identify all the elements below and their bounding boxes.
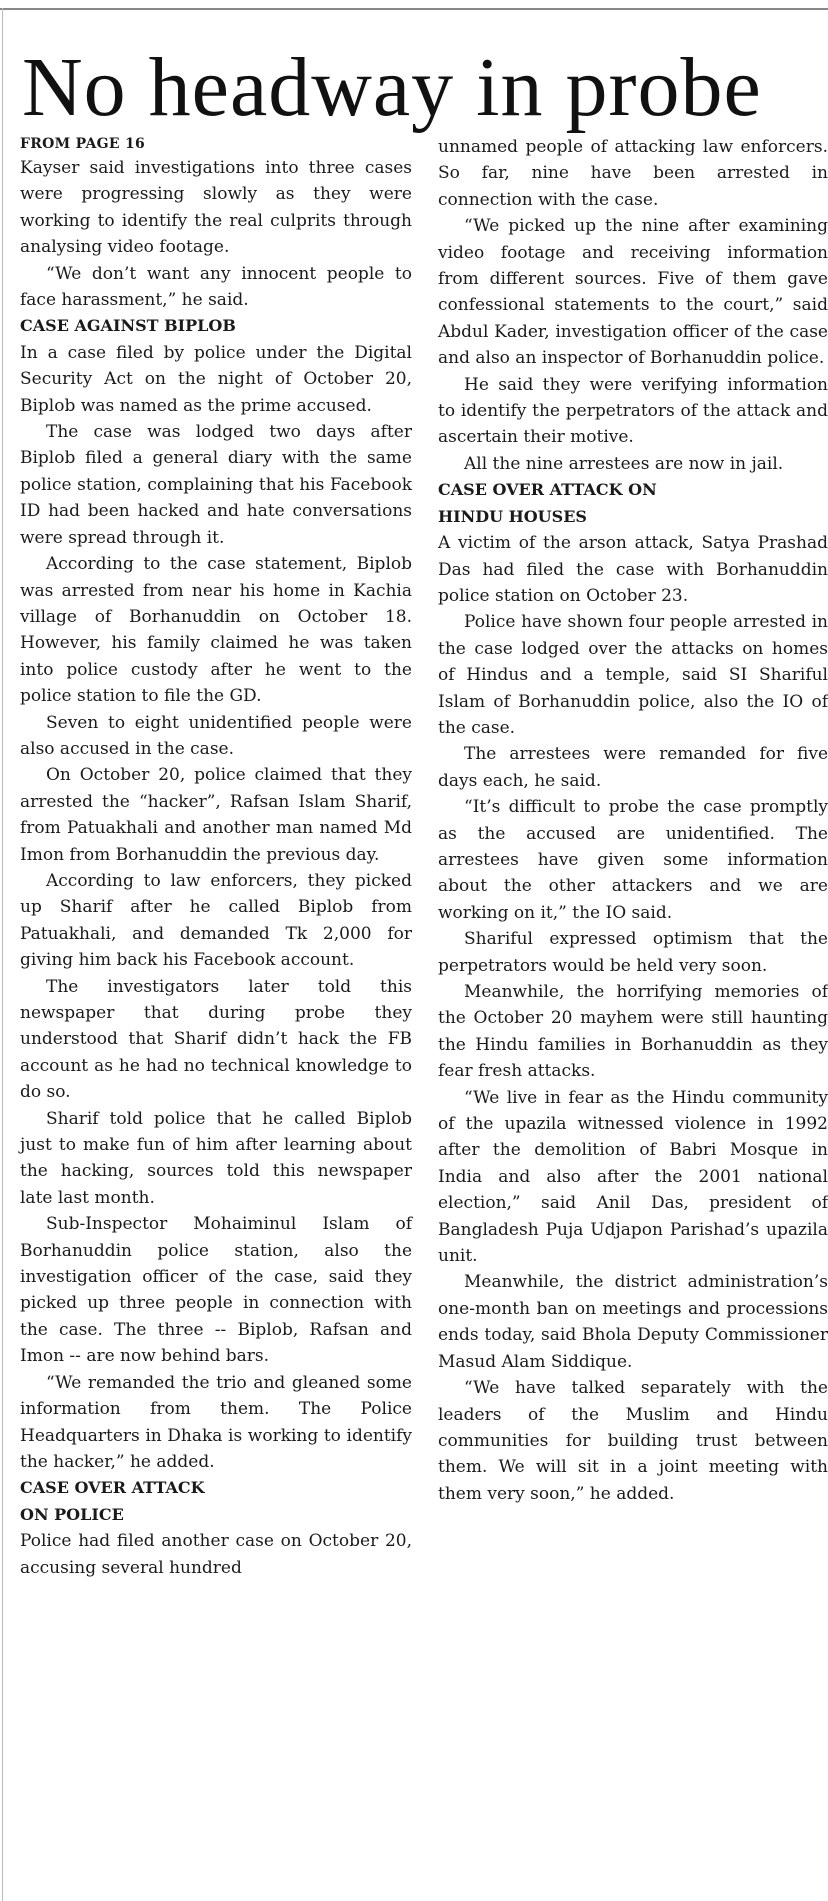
paragraph: A victim of the arson attack, Satya Prashad Das had filed the case with Borhanuddin police station on October 23. — [438, 533, 828, 606]
subheading-hindu-houses-line2: HINDU HOUSES — [438, 506, 587, 526]
paragraph: On October 20, police claimed that they arrested the “hacker”, Rafsan Islam Sharif, from Patuakhali and another man named Md Imon from Borhanuddin the previous day. — [20, 765, 412, 865]
paragraph: The investigators later told this newspaper that during probe they understood that Sharif didn’t hack the FB account as he had no technical knowledge to do so. — [20, 976, 412, 1103]
paragraph: “We live in fear as the Hindu community of the upazila witnessed violence in 1992 after the demolition of Babri Mosque in India and also after the 2001 national election,” said Anil Das, president of Bangladesh Puja Udjapon Parishad’s upazila unit. — [438, 1087, 828, 1267]
paragraph: “We picked up the nine after examining video footage and receiving information from different sources. Five of them gave confessional statements to the court,” said Abdul Kader, investigation officer of the case and also an inspector of Borhanuddin police. — [438, 216, 828, 369]
paragraph: “We have talked separately with the leaders of the Muslim and Hindu communities for building trust between them. We will sit in a joint meeting with them very soon,” he added. — [438, 1378, 828, 1504]
left-column-rule — [2, 8, 3, 1901]
paragraph: Meanwhile, the horrifying memories of the October 20 mayhem were still haunting the Hindu families in Borhanuddin as they fear fresh attacks. — [438, 982, 828, 1082]
paragraph: The arrestees were remanded for five days each, he said. — [438, 744, 828, 791]
subheading-case-against-biplob: CASE AGAINST BIPLOB — [20, 316, 236, 336]
paragraph: The case was lodged two days after Biplob filed a general diary with the same police station, complaining that his Facebook ID had been hacked and hate conversations were spread through it. — [20, 422, 412, 548]
paragraph: Police have shown four people arrested in the case lodged over the attacks on homes of Hindus and a temple, said SI Shariful Islam of Borhanuddin police, also the IO of the case. — [438, 612, 828, 738]
paragraph: In a case filed by police under the Digital Security Act on the night of October 20, Biplob was named as the prime accused. — [20, 342, 412, 416]
subheading-attack-on-police-line1: CASE OVER ATTACK — [20, 1478, 205, 1498]
top-rule — [0, 8, 828, 10]
paragraph: Sub-Inspector Mohaiminul Islam of Borhanuddin police station, also the investigation officer of the case, said they picked up three people in connection with the case. The three -- Biplob, Rafsan and Imon -- are now behind bars. — [20, 1214, 412, 1367]
paragraph: He said they were verifying information to identify the perpetrators of the attack and ascertain their motive. — [438, 374, 828, 448]
paragraph: Shariful expressed optimism that the perpetrators would be held very soon. — [438, 929, 828, 976]
paragraph: “We don’t want any innocent people to face harassment,” he said. — [20, 263, 412, 311]
paragraph: According to law enforcers, they picked up Sharif after he called Biplob from Patuakhali, and demanded Tk 2,000 for giving him back his Facebook account. — [20, 870, 412, 971]
paragraph: Sharif told police that he called Biplob just to make fun of him after learning about the hacking, sources told this newspaper late last month. — [20, 1108, 412, 1208]
paragraph: Seven to eight unidentified people were also accused in the case. — [20, 712, 412, 759]
paragraph: “We remanded the trio and gleaned some information from them. The Police Headquarters in Dhaka is working to identify the hacker,” he added. — [20, 1372, 412, 1472]
paragraph: Meanwhile, the district administration’s one-month ban on meetings and processions ends today, said Bhola Deputy Commissioner Masud Alam Siddique. — [438, 1272, 828, 1372]
paragraph: “It’s difficult to probe the case promptly as the accused are unidentified. The arrestees have given some information about the other attackers and we are working on it,” the IO said. — [438, 797, 828, 923]
paragraph: According to the case statement, Biplob was arrested from near his home in Kachia village of Borhanuddin on October 18. However, his family claimed he was taken into police custody after he went to the police station to file the GD. — [20, 554, 412, 707]
headline: No headway in probe — [22, 41, 762, 134]
subheading-hindu-houses-line1: CASE OVER ATTACK ON — [438, 480, 657, 500]
article-column-1 — [20, 133, 412, 1581]
article-column-2 — [438, 134, 828, 1507]
paragraph: Kayser said investigations into three cases were progressing slowly as they were working to identify the real culprits through analysing video footage. — [20, 158, 412, 258]
continued-from-label: FROM PAGE 16 — [20, 136, 146, 152]
subheading-attack-on-police-line2: ON POLICE — [20, 1504, 124, 1524]
paragraph: unnamed people of attacking law enforcers. So far, nine have been arrested in connection with the case. — [438, 137, 828, 210]
paragraph: Police had filed another case on October 20, accusing several hundred — [20, 1531, 412, 1578]
paragraph: All the nine arrestees are now in jail. — [464, 453, 784, 474]
